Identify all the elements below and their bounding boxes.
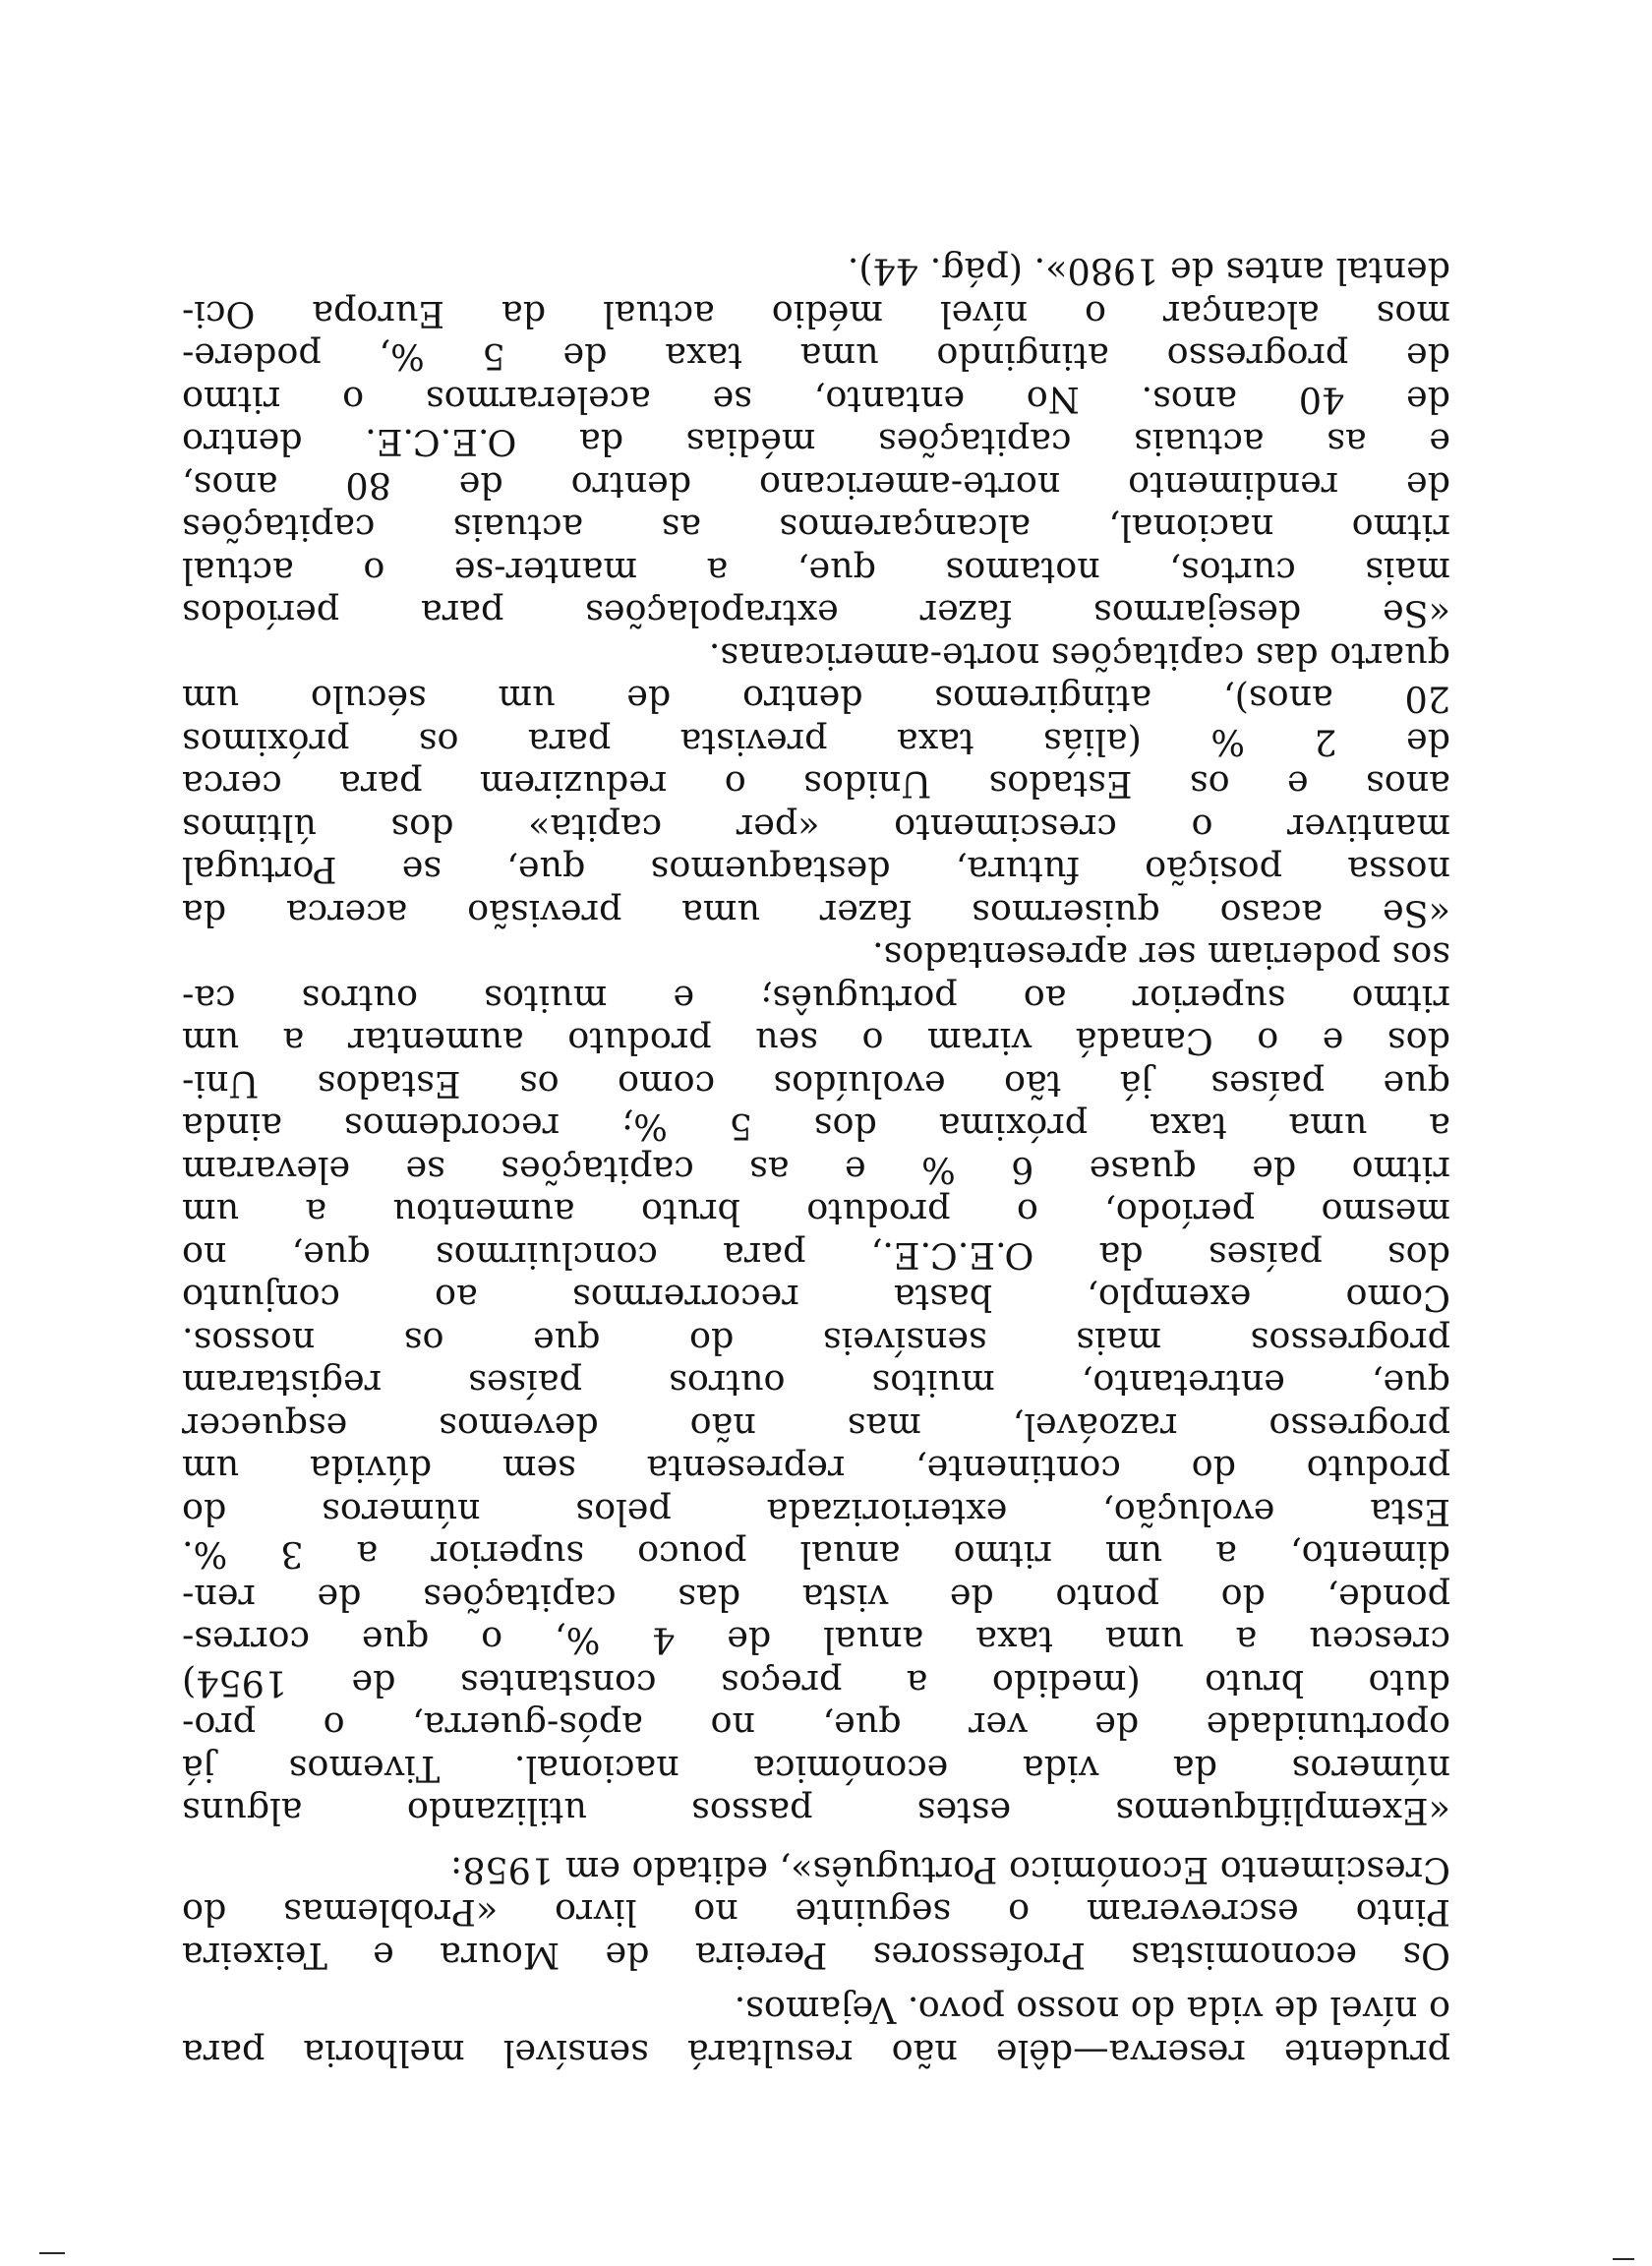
paragraph-4 (182, 635, 1450, 935)
text-line: de 40 anos. No entanto, se acelerarmos o ritmo (182, 379, 1450, 421)
text-line: nossa posição futura, destaquemos que, se Portugal (182, 849, 1450, 892)
text-line: ritmo superior ao português; e muitos outros ca- (182, 978, 1450, 1020)
scan-edge-mark (39, 2252, 65, 2254)
text-line: 20 anos), atingiremos dentro de um século um (182, 678, 1450, 721)
text-line: anos e os Estados Unidos o reduzirem para cerca (182, 763, 1450, 806)
text-line: números da vida económica nacional. Tivemos já (182, 1748, 1450, 1790)
text-line: cresceu a uma taxa anual de 4 %, o que corres- (182, 1619, 1450, 1662)
text-line: mos alcançar o nível médio actual da Europa Oci- (182, 293, 1450, 335)
text-line: «Exemplifiquemos estes passos utilizando alguns (182, 1790, 1450, 1833)
text-line: oportunidade de ver que, no após-guerra, o pro- (182, 1704, 1450, 1748)
text-line: ritmo de quase 6 % e as capitações se elevaram (182, 1149, 1450, 1191)
body-text (182, 250, 1450, 2074)
text-line: e as actuais capitações médias da O.E.C.E. dentro (182, 421, 1450, 464)
text-line: produto do continente, representa sem dúvida um (182, 1448, 1450, 1491)
paragraph-1 (182, 1989, 1450, 2074)
text-line: de 2 % (aliás taxa prevista para os próximos (182, 721, 1450, 763)
text-line: mais curtos, notamos que, a manter-se o actual (182, 550, 1450, 592)
text-line: duto bruto (medido a preços constantes de 1954) (182, 1662, 1450, 1704)
text-line: Crescimento Económico Português», editado em 1958: (449, 1849, 1450, 1891)
text-line: mesmo período, o produto bruto aumentou a um (182, 1191, 1450, 1234)
text-line: ponde, do ponto de vista das capitações de ren- (182, 1577, 1450, 1619)
text-line: ritmo nacional, alcançaremos as actuais capitações (182, 507, 1450, 550)
text-line: Como exemplo, basta recorrermos ao conjunto (182, 1277, 1450, 1320)
text-line: de progresso atingindo uma taxa de 5 %, podere- (182, 335, 1450, 379)
text-line: dos países da O.E.C.E., para concluirmos que, no (182, 1234, 1450, 1277)
scan-edge-mark (1613, 2258, 1634, 2260)
paragraph-5 (182, 250, 1450, 635)
text-line: a uma taxa próxima dos 5 %; recordemos ainda (182, 1105, 1450, 1149)
paragraph-2 (182, 1849, 1450, 1978)
text-line: Esta evolução, exteriorizada pelos números do (182, 1491, 1450, 1533)
text-line: dimento, a um ritmo anual pouco superior a 3 %. (182, 1533, 1450, 1577)
text-line: progressos mais sensíveis do que os nossos. (182, 1320, 1450, 1362)
text-line: dental antes de 1980». (pág. 44). (847, 250, 1450, 293)
text-line: Pinto escreveram o seguinte no livro «Problemas do (182, 1891, 1450, 1935)
text-line: o nível de vida do nosso povo. Vejamos. (734, 1989, 1450, 2032)
text-line: dos e o Canadá viram o seu produto aumentar a um (182, 1020, 1450, 1063)
text-line: progresso razoável, mas não devemos esquecer (182, 1405, 1450, 1448)
text-line: «Se desejarmos fazer extrapolações para períodos (182, 592, 1450, 635)
paragraph-3 (182, 934, 1450, 1833)
text-line: sos poderiam ser apresentados. (872, 934, 1450, 978)
text-line: de rendimento norte-americano dentro de 80 anos, (182, 464, 1450, 507)
text-line: quarto das capitações norte-americanas. (708, 635, 1450, 678)
text-line: mantiver o crescimento «per capita» dos últimos (182, 806, 1450, 849)
text-line: Os economistas Professores Pereira de Moura e Teixeira (182, 1935, 1450, 1977)
text-line: «Se acaso quisermos fazer uma previsão acerca da (182, 892, 1450, 934)
text-line: que países já tão evoluídos como os Estados Uni- (182, 1063, 1450, 1105)
text-line: que, entretanto, muitos outros países registaram (182, 1362, 1450, 1405)
text-line: prudente reserva—dêle não resultará sensível melhoria para (182, 2032, 1450, 2074)
